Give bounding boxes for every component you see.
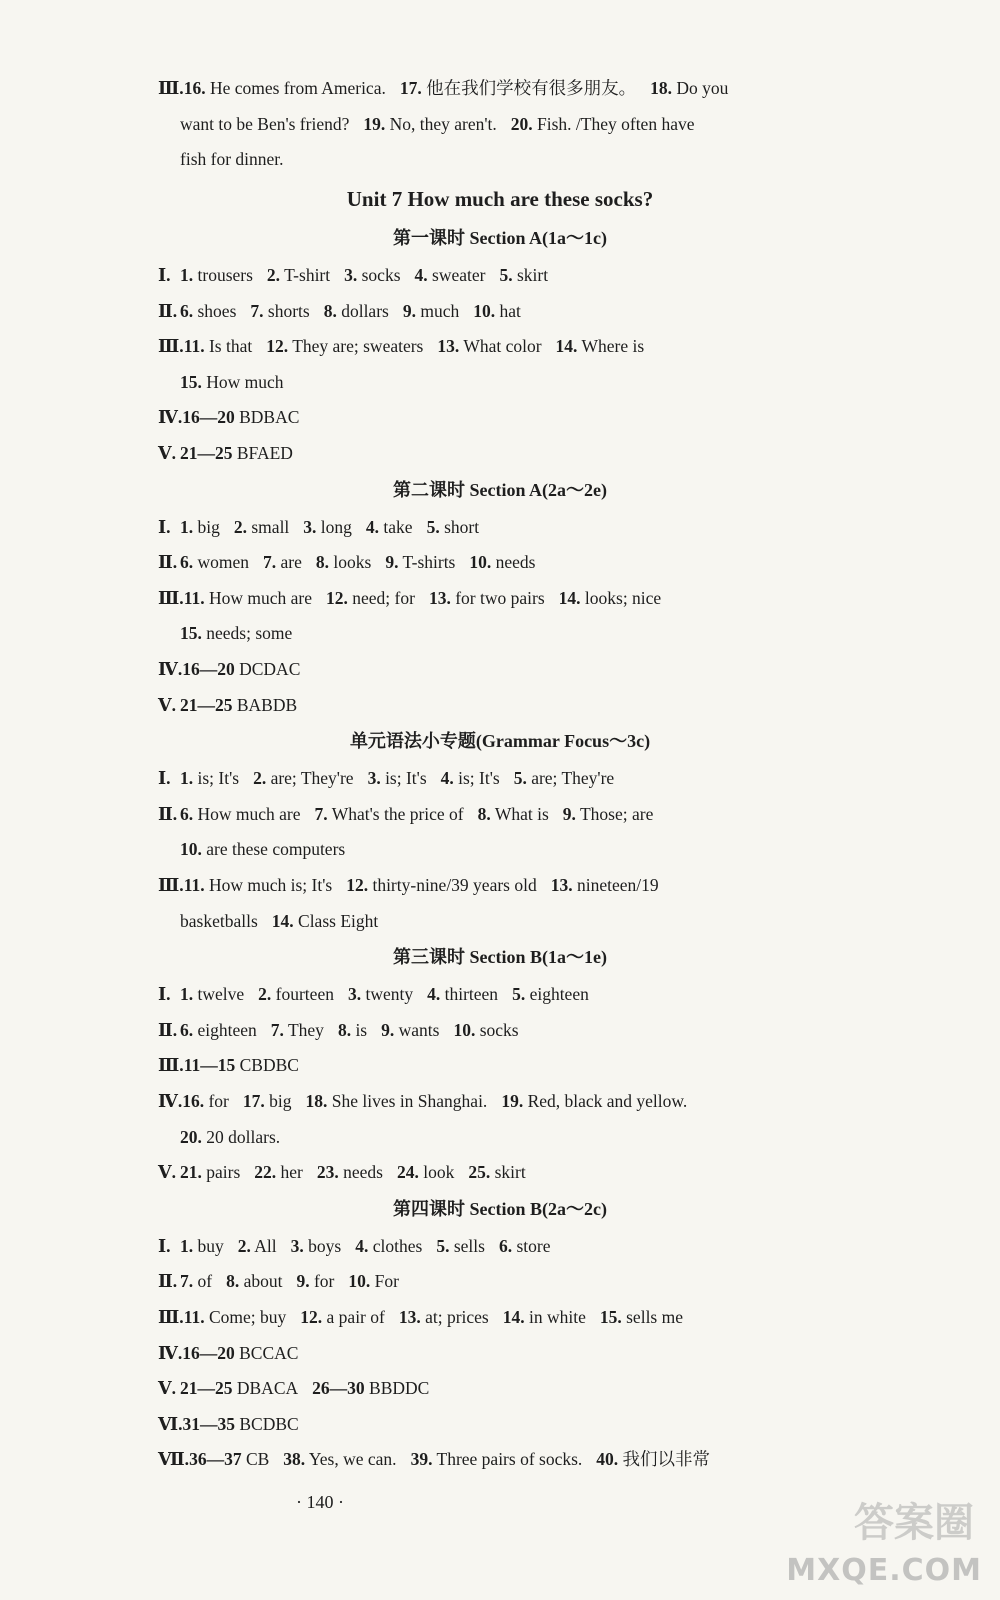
section-numeral: Ⅱ.: [158, 300, 178, 321]
continued-text: want to be Ben's friend?: [180, 113, 350, 134]
answer-text: eighteen: [197, 1019, 257, 1040]
answer-text: They: [287, 1019, 324, 1040]
answer-text: How much are: [197, 803, 301, 824]
answer-number: 17.: [242, 1091, 265, 1111]
answer-number: 10.: [180, 839, 202, 860]
answer-number: 11.: [183, 875, 205, 895]
answer-number: 3.: [344, 265, 358, 285]
answer-line: [180, 1125, 830, 1149]
answer-text: a pair of: [326, 1307, 385, 1327]
answer-number: 15.: [599, 1307, 622, 1327]
answer-number: 4.: [427, 984, 441, 1005]
answer-text: for: [313, 1271, 335, 1292]
section-title: 第一课时 Section A(1a～1c): [393, 228, 607, 248]
answer-number: 13.: [428, 587, 451, 608]
section-title: 第三课时 Section B(1a～1e): [393, 947, 607, 968]
answer-number: 4.: [365, 516, 380, 537]
answer-number: 6.: [498, 1235, 513, 1256]
section-numeral: Ⅰ.: [158, 265, 171, 285]
answer-number: 10.: [453, 1019, 476, 1040]
answer-number: 1.: [180, 1235, 194, 1256]
section-numeral: Ⅰ.: [158, 1235, 171, 1256]
answer-number: 21—25: [180, 443, 233, 463]
answer-number: 8.: [323, 300, 337, 321]
answer-text: about: [243, 1271, 283, 1292]
answer-text: short: [444, 516, 480, 537]
answer-text: dollars: [341, 300, 389, 321]
section-numeral: Ⅱ.: [158, 803, 178, 824]
answer-number: 16.: [183, 78, 206, 98]
answer-number: 8.: [477, 803, 491, 824]
answer-text: are these computers: [206, 839, 346, 860]
answer-number: 4.: [440, 768, 454, 789]
answer-text: sweater: [432, 265, 486, 285]
answer-number: 4.: [414, 265, 428, 285]
section-numeral: Ⅱ.: [158, 1271, 178, 1292]
answer-text: For: [374, 1271, 399, 1292]
answer-number: 26—30: [312, 1378, 365, 1399]
answer-number: 15.: [180, 623, 202, 644]
answer-text: CB: [245, 1449, 270, 1470]
answer-text: How much are: [208, 587, 313, 608]
answer-number: 12.: [266, 336, 289, 357]
answer-number: 7.: [314, 803, 328, 824]
answer-number: 1.: [180, 984, 194, 1005]
answer-number: 22.: [254, 1162, 277, 1183]
answer-line: [158, 1447, 808, 1471]
section-numeral: Ⅱ.: [158, 1019, 178, 1040]
answer-line: [158, 76, 808, 100]
answer-line: [158, 1018, 808, 1042]
answer-line: [158, 263, 808, 287]
answer-number: 14.: [555, 336, 578, 357]
answer-text: looks: [333, 552, 372, 573]
answer-number: 20.: [510, 113, 533, 134]
answer-text: skirt: [494, 1162, 526, 1183]
answer-text: are; They're: [531, 768, 615, 789]
answer-number: 14.: [558, 587, 581, 608]
section-numeral: Ⅴ.: [158, 694, 176, 715]
answer-number: 24.: [397, 1162, 419, 1183]
answer-line: [158, 1412, 808, 1436]
answer-line: [158, 1053, 808, 1077]
answer-number: 2.: [258, 984, 272, 1005]
answer-text: Three pairs of socks.: [436, 1449, 583, 1470]
answer-number: 31—35: [182, 1413, 235, 1434]
answer-line: [158, 550, 808, 574]
answer-number: 6.: [180, 300, 194, 321]
answer-text: What is: [494, 803, 549, 824]
answer-text: BABDB: [236, 694, 298, 715]
answer-text: T-shirt: [284, 265, 331, 285]
answer-line: [158, 586, 808, 610]
answer-text: big: [269, 1091, 292, 1111]
answer-text: Is that: [208, 336, 253, 357]
answer-text: nineteen/19: [576, 875, 659, 895]
answer-text: small: [251, 516, 290, 537]
answer-text: her: [280, 1162, 303, 1183]
section-numeral: Ⅲ.: [158, 1055, 184, 1076]
answer-number: 17.: [399, 78, 422, 98]
answer-number: 18.: [650, 78, 672, 98]
answer-text: thirty-nine/39 years old: [372, 875, 537, 895]
answer-number: 8.: [315, 552, 330, 573]
answer-text: twenty: [365, 984, 414, 1005]
answer-number: 38.: [283, 1449, 306, 1470]
answer-line: [158, 657, 808, 681]
answer-number: 9.: [385, 552, 399, 573]
answer-text: Fish. /They often have: [537, 113, 695, 134]
answer-text: women: [197, 552, 250, 573]
answer-text: buy: [197, 1235, 224, 1256]
section-numeral: Ⅱ.: [158, 552, 178, 573]
answer-line: [158, 1089, 808, 1113]
answer-text: trousers: [197, 265, 253, 285]
answer-text: 他在我们学校有很多朋友。: [426, 78, 637, 98]
answer-number: 16—20: [182, 659, 235, 679]
answer-text: fourteen: [275, 984, 334, 1005]
answer-number: 39.: [410, 1449, 433, 1470]
section-numeral: Ⅶ.: [158, 1449, 190, 1470]
answer-text: big: [197, 516, 220, 537]
answer-line: [158, 766, 808, 790]
answer-line: [158, 693, 808, 717]
answer-text: 我们以非常: [622, 1449, 711, 1470]
answer-number: 11—15: [183, 1055, 236, 1076]
section-numeral: Ⅴ.: [158, 1162, 176, 1183]
answer-number: 16.: [182, 1091, 205, 1111]
answer-number: 21—25: [180, 694, 233, 715]
answer-text: Class Eight: [298, 910, 379, 931]
answer-number: 2.: [253, 768, 267, 789]
answer-text: Come; buy: [208, 1307, 287, 1327]
answer-text: store: [516, 1235, 551, 1256]
answer-line: [158, 1341, 808, 1365]
section-numeral: Ⅳ.: [158, 1342, 183, 1363]
answer-text: is; It's: [458, 768, 500, 789]
section-numeral: Ⅴ.: [158, 1378, 176, 1399]
answer-number: 13.: [550, 875, 573, 895]
answer-number: 9.: [562, 803, 576, 824]
section-numeral: Ⅰ.: [158, 768, 171, 789]
answer-text: DCDAC: [239, 659, 301, 679]
section-title: 第四课时 Section B(2a～2c): [393, 1198, 607, 1219]
answer-line: [158, 334, 808, 358]
answer-text: How much is; It's: [208, 875, 333, 895]
section-numeral: Ⅲ.: [158, 875, 184, 895]
answer-line: [158, 1269, 808, 1293]
answer-line: [158, 1305, 808, 1329]
answer-number: 20.: [180, 1126, 202, 1147]
answer-text: Do you: [676, 78, 729, 98]
section-numeral: Ⅰ.: [158, 516, 171, 537]
answer-number: 6.: [180, 1019, 194, 1040]
answer-number: 1.: [180, 768, 194, 789]
answer-text: CBDBC: [239, 1055, 299, 1076]
answer-text: No, they aren't.: [389, 113, 497, 134]
answer-number: 25.: [468, 1162, 491, 1183]
answer-number: 6.: [180, 803, 194, 824]
answer-number: 2.: [266, 265, 281, 285]
answer-number: 40.: [596, 1449, 619, 1470]
answer-number: 19.: [363, 113, 386, 134]
section-numeral: Ⅳ.: [158, 407, 183, 428]
answer-text: BFAED: [236, 443, 293, 463]
section-numeral: Ⅰ.: [158, 984, 171, 1005]
answer-number: 36—37: [189, 1449, 242, 1470]
answer-number: 14.: [502, 1307, 525, 1327]
answer-number: 14.: [271, 910, 294, 931]
answer-number: 8.: [226, 1271, 240, 1292]
answer-number: 19.: [501, 1091, 524, 1111]
answer-text: are; They're: [270, 768, 354, 789]
answer-number: 7.: [263, 552, 277, 573]
answer-text: at; prices: [425, 1307, 489, 1327]
answer-text: thirteen: [444, 984, 499, 1005]
answer-text: take: [383, 516, 413, 537]
watermark-site: MXQE.COM: [786, 1553, 982, 1588]
answer-number: 15.: [180, 371, 202, 392]
answer-text: skirt: [516, 265, 549, 285]
answer-text: for two pairs: [455, 587, 545, 608]
answer-number: 21.: [180, 1162, 202, 1183]
answer-number: 3.: [290, 1235, 304, 1256]
answer-text: are: [280, 552, 302, 573]
answer-line: [158, 299, 808, 323]
answer-text: boys: [308, 1235, 342, 1256]
section-numeral: Ⅳ.: [158, 1091, 183, 1111]
answer-text: needs: [495, 552, 536, 573]
continued-text: fish for dinner.: [180, 149, 284, 170]
answer-text: look: [423, 1162, 455, 1183]
answer-text: is; It's: [197, 768, 240, 789]
answer-text: clothes: [372, 1235, 423, 1256]
answer-line: [158, 873, 808, 897]
answer-number: 11.: [183, 1307, 205, 1327]
answer-number: 9.: [296, 1271, 310, 1292]
answer-text: Red, black and yellow.: [527, 1091, 688, 1111]
answer-text: sells: [453, 1235, 485, 1256]
answer-number: 12.: [346, 875, 369, 895]
section-title: 第二课时 Section A(2a～2e): [393, 479, 607, 500]
answer-text: All: [254, 1235, 277, 1256]
answer-text: socks: [361, 265, 401, 285]
answer-number: 9.: [402, 300, 416, 321]
answer-line: [158, 515, 808, 539]
answer-number: 3.: [303, 516, 317, 537]
answer-number: 2.: [233, 516, 247, 537]
answer-number: 16—20: [182, 1342, 235, 1363]
answer-number: 1.: [180, 265, 194, 285]
answer-text: BCDBC: [239, 1413, 299, 1434]
answer-text: long: [320, 516, 352, 537]
answer-number: 1.: [180, 516, 194, 537]
answer-number: 13.: [398, 1307, 421, 1327]
answer-number: 23.: [316, 1162, 339, 1183]
answer-line: [180, 112, 830, 136]
answer-number: 16—20: [182, 407, 235, 428]
answer-number: 4.: [355, 1235, 369, 1256]
answer-number: 6.: [180, 552, 194, 573]
answer-text: Yes, we can.: [308, 1449, 397, 1470]
answer-number: 10.: [348, 1271, 371, 1292]
answer-text: needs; some: [206, 623, 293, 644]
answer-line: [158, 405, 808, 429]
answer-text: shorts: [267, 300, 310, 321]
answer-text: BCCAC: [239, 1342, 299, 1363]
answer-text: T-shirts: [402, 552, 456, 573]
answer-text: DBACA: [236, 1378, 299, 1399]
section-numeral: Ⅲ.: [158, 78, 184, 98]
answer-text: How much: [206, 371, 284, 392]
answer-text: shoes: [197, 300, 237, 321]
answer-number: 5.: [499, 265, 513, 285]
section-title: 单元语法小专题(Grammar Focus～3c): [349, 731, 651, 752]
answer-line: [158, 802, 808, 826]
answer-text: hat: [499, 300, 521, 321]
answer-number: 2.: [237, 1235, 251, 1256]
answer-number: 12.: [326, 587, 348, 608]
answer-text: socks: [479, 1019, 519, 1040]
answer-text: Where is: [581, 336, 645, 357]
answer-number: 18.: [305, 1091, 328, 1111]
answer-text: wants: [398, 1019, 440, 1040]
answer-number: 9.: [381, 1019, 395, 1040]
answer-number: 8.: [337, 1019, 352, 1040]
answer-line: [158, 982, 808, 1006]
answer-line: [158, 1234, 808, 1258]
answer-text: BBDDC: [369, 1378, 430, 1399]
continued-text: basketballs: [180, 910, 258, 931]
answer-text: needs: [343, 1162, 383, 1183]
section-numeral: Ⅲ.: [158, 1307, 184, 1327]
answer-number: 21—25: [180, 1378, 233, 1399]
answer-number: 10.: [469, 552, 492, 573]
section-numeral: Ⅲ.: [158, 587, 184, 608]
answer-text: for: [208, 1091, 229, 1111]
answer-line: [158, 441, 808, 465]
answer-line: [158, 1160, 808, 1184]
answer-text: 20 dollars.: [206, 1126, 281, 1147]
answer-text: pairs: [206, 1162, 241, 1183]
answer-text: eighteen: [529, 984, 589, 1005]
section-numeral: Ⅲ.: [158, 336, 184, 357]
answer-number: 3.: [367, 768, 381, 789]
section-numeral: Ⅵ.: [158, 1413, 183, 1434]
answer-number: 5.: [512, 984, 526, 1005]
section-numeral: Ⅴ.: [158, 443, 176, 463]
page-number: · 140 ·: [296, 1492, 344, 1512]
answer-number: 7.: [180, 1271, 194, 1292]
answer-line: [158, 1376, 808, 1400]
watermark-logo: 答案圈: [854, 1500, 974, 1546]
answer-text: need; for: [352, 587, 415, 608]
answer-text: BDBAC: [239, 407, 300, 428]
section-numeral: Ⅳ.: [158, 659, 183, 679]
answer-number: 10.: [473, 300, 496, 321]
answer-number: 11.: [183, 587, 205, 608]
answer-text: Those; are: [579, 803, 654, 824]
answer-text: She lives in Shanghai.: [331, 1091, 488, 1111]
answer-line: [180, 147, 830, 171]
answer-number: 7.: [270, 1019, 284, 1040]
answer-number: 5.: [426, 516, 440, 537]
answer-number: 5.: [513, 768, 527, 789]
answer-number: 3.: [347, 984, 362, 1005]
answer-text: They are; sweaters: [292, 336, 424, 357]
answer-line: [180, 621, 830, 645]
answer-text: is; It's: [385, 768, 427, 789]
answer-text: of: [197, 1271, 213, 1292]
answer-number: 11.: [183, 336, 205, 357]
answer-text: sells me: [626, 1307, 683, 1327]
unit-title: Unit 7 How much are these socks?: [346, 187, 654, 211]
answer-text: What's the price of: [331, 803, 464, 824]
answer-text: He comes from America.: [209, 78, 386, 98]
answer-number: 5.: [436, 1235, 450, 1256]
answer-text: is: [355, 1019, 368, 1040]
answer-line: [180, 837, 830, 861]
answer-text: What color: [463, 336, 542, 357]
answer-number: 13.: [437, 336, 460, 357]
answer-text: in white: [529, 1307, 586, 1327]
answer-line: [180, 909, 830, 933]
answer-text: much: [420, 300, 460, 321]
answer-text: twelve: [197, 984, 245, 1005]
answer-number: 12.: [300, 1307, 323, 1327]
answer-text: looks; nice: [584, 587, 662, 608]
answer-line: [180, 370, 830, 394]
answer-number: 7.: [250, 300, 264, 321]
